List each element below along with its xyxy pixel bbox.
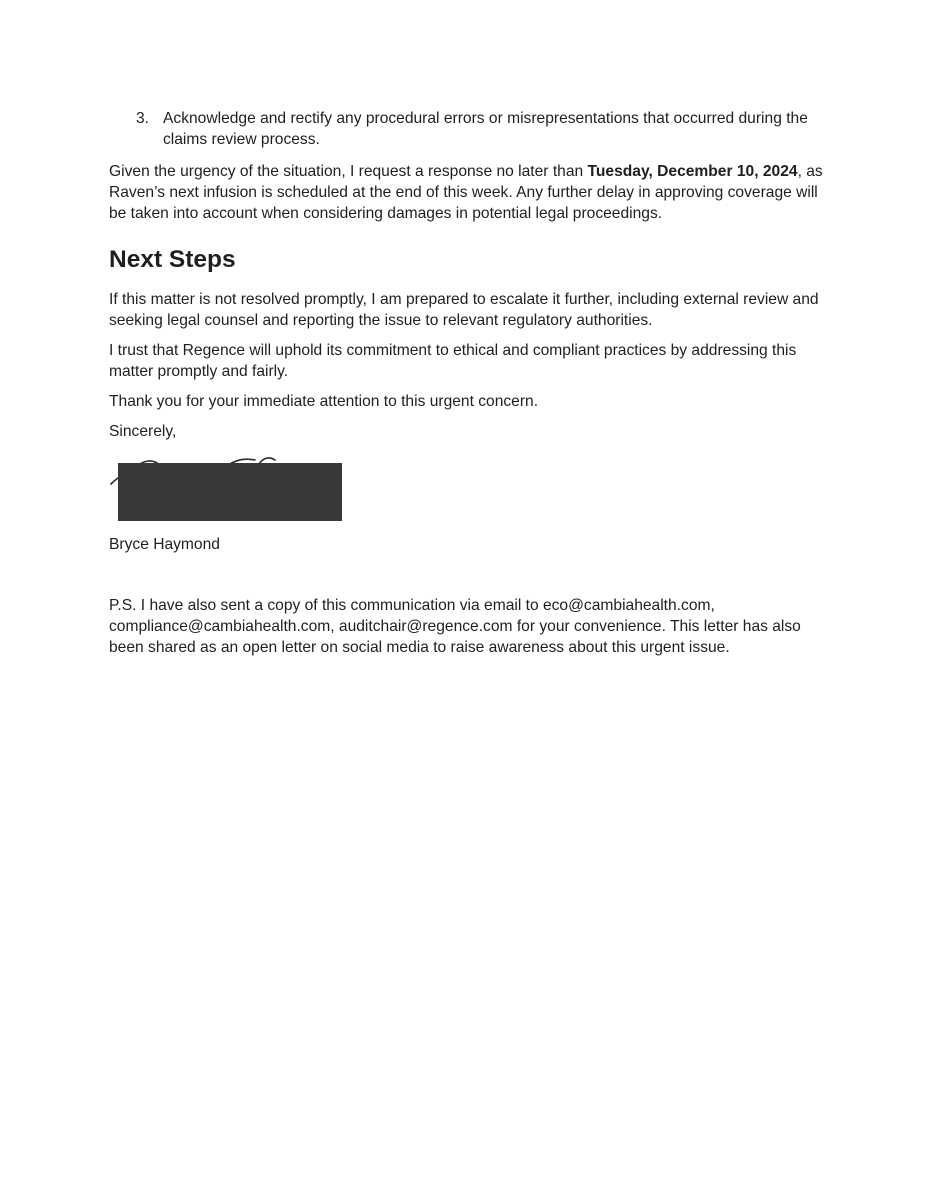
urgency-text-before: Given the urgency of the situation, I request a response no later than: [109, 163, 588, 180]
postscript: P.S. I have also sent a copy of this communication via email to eco@cambiahealth.com, compliance@cambiahealth.com, auditchair@regence.com for your convenience. This letter has also been shared as an open letter on social media to raise awareness about this urgent issue.: [109, 597, 801, 656]
deadline-date: Tuesday, December 10, 2024: [587, 163, 798, 180]
list-item-text: Acknowledge and rectify any procedural errors or misrepresentations that occurred during the claims review process.: [163, 110, 808, 148]
thank-you-paragraph: Thank you for your immediate attention to this urgent concern.: [109, 393, 539, 410]
list-item: [109, 108, 809, 150]
escalation-paragraph: If this matter is not resolved promptly, I am prepared to escalate it further, including external review and seeking legal counsel and reporting the issue to relevant regulatory authorities.: [109, 291, 819, 329]
trust-paragraph: I trust that Regence will uphold its commitment to ethical and compliant practices by addressing this matter promptly and fairly.: [109, 342, 797, 380]
redaction-box: [118, 463, 342, 521]
next-steps-heading: Next Steps: [109, 246, 236, 273]
salutation: Sincerely,: [109, 423, 177, 440]
signer-name: Bryce Haymond: [109, 536, 220, 553]
urgency-paragraph: [109, 161, 829, 224]
urgency-text-after: , as Raven’s next infusion is scheduled at the end of this week. Any further delay in approving coverage will be taken into account when considering damages in potential legal proceedings.: [109, 163, 823, 222]
list-item-number: 3.: [136, 110, 150, 127]
signature: [109, 454, 349, 526]
letter-body: [109, 108, 829, 658]
